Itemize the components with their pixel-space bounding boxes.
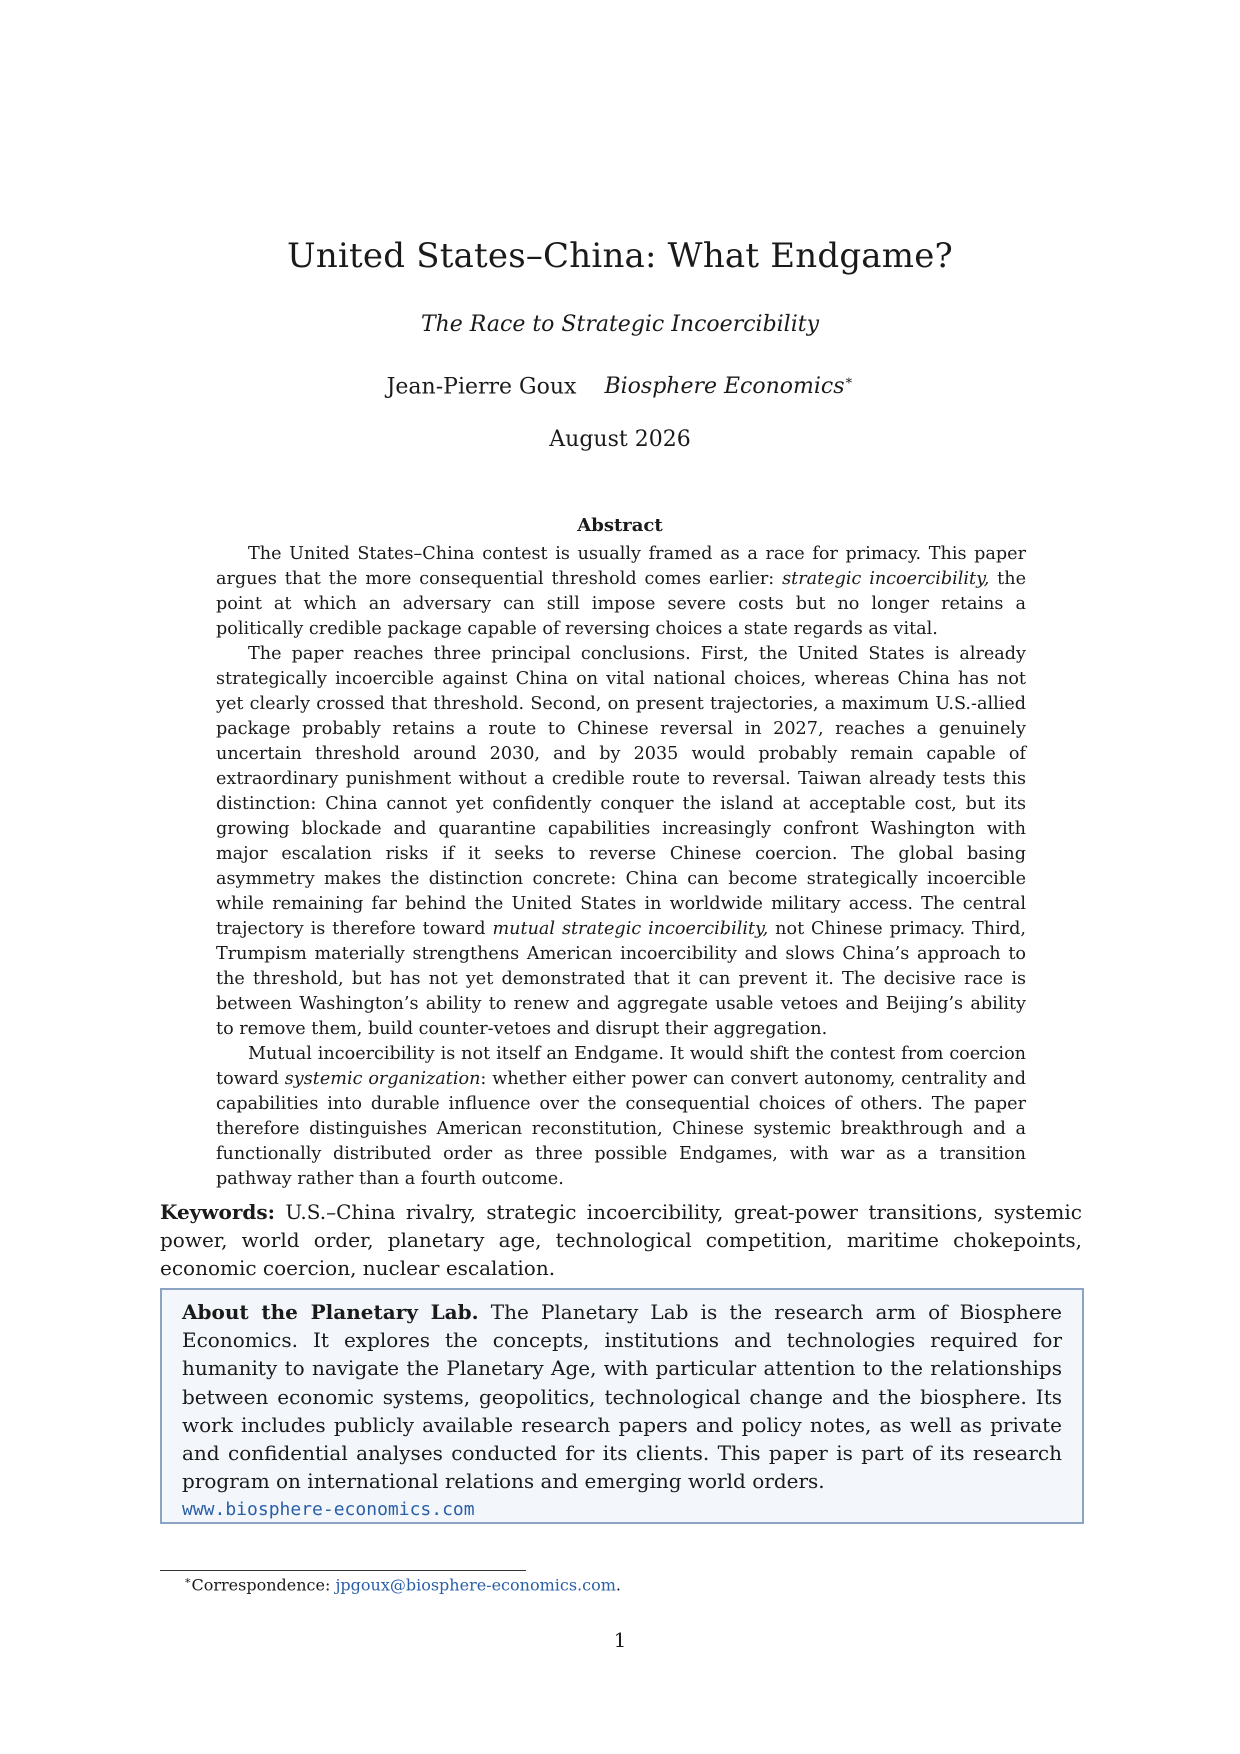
keywords xyxy=(160,1198,1082,1282)
about-text: The Planetary Lab is the research arm of Biosphere Economics. It explores the concepts, institutions and technologies required for humanity to navigate the Planetary Age, with particular attention to the relationships between economic systems, geopolitics, technological change and the biosphere. Its work includes publicly available research papers and policy notes, as well as private and confidential analyses conducted for its clients. This paper is part of its research program on international relations and emerging world orders. xyxy=(182,1300,1062,1494)
abstract-paragraph-3 xyxy=(216,1042,1026,1192)
about-url-link[interactable]: www.biosphere-economics.com xyxy=(182,1499,475,1521)
about-box xyxy=(160,1288,1084,1524)
abstract-paragraph-1 xyxy=(216,542,1026,642)
footnote-rule xyxy=(160,1570,526,1571)
paper-subtitle: The Race to Strategic Incoercibility xyxy=(420,312,820,337)
abstract-p2-emphasis: mutual strategic incoercibility, xyxy=(492,919,769,939)
footnote-label: Correspondence: xyxy=(191,1575,336,1595)
keywords-label: Keywords: xyxy=(160,1200,276,1224)
abstract-heading: Abstract xyxy=(577,515,663,536)
abstract-p1-text-b: the point at which an adversary can still impose severe costs but no longer retains a politically credible package capable of reversing choices a state regards as vital. xyxy=(216,569,1026,639)
abstract-p1-emphasis: strategic incoercibility, xyxy=(782,569,990,589)
abstract-p2-text-b: not Chinese primacy. Third, Trumpism materially strengthens American incoercibility and slows China’s approach to the threshold, but has not yet demonstrated that it can prevent it. The decisive race is between Washington’s ability to renew and aggregate usable vetoes and Beijing’s ability to remove them, build counter-vetoes and disrupt their aggregation. xyxy=(216,919,1026,1039)
correspondence-email-link[interactable]: jpgoux@biosphere-economics.com xyxy=(335,1575,616,1595)
page-number: 1 xyxy=(613,1628,627,1652)
abstract-p2-text-a: The paper reaches three principal conclusions. First, the United States is already strategically incoercible against China on vital national choices, whereas China has not yet clearly crossed that threshold. Second, on present trajectories, a maximum U.S.-allied package probably retains a route to Chinese reversal in 2027, reaches a genuinely uncertain threshold around 2030, and by 2035 would probably remain capable of extraordinary punishment without a credible route to reversal. Taiwan already tests this distinction: China cannot yet confidently conquer the island at acceptable cost, but its growing blockade and quarantine capabilities increasingly confront Washington with major escalation risks if it seeks to reverse Chinese coercion. The global basing asymmetry makes the distinction concrete: China can become strategically incoercible while remaining far behind the United States in worldwide military access. The central trajectory is therefore toward xyxy=(216,644,1026,939)
affiliation-footnote-mark[interactable]: ∗ xyxy=(844,374,854,389)
abstract-p3-text-a: Mutual incoercibility is not itself an Endgame. It would shift the contest from coercion toward xyxy=(216,1044,1026,1089)
author-name: Jean-Pierre Goux xyxy=(386,374,577,400)
author-affiliation xyxy=(604,374,853,399)
abstract-p3-emphasis: systemic organization xyxy=(284,1069,481,1089)
abstract-paragraph-2 xyxy=(216,642,1026,1042)
affiliation-name: Biosphere Economics xyxy=(604,374,845,400)
footnote-end: . xyxy=(615,1575,621,1595)
abstract-p1-text-a: The United States–China contest is usually framed as a race for primacy. This paper argues that the more consequential threshold comes earlier: xyxy=(216,544,1026,589)
about-title: About the Planetary Lab. xyxy=(182,1300,479,1324)
keywords-text: U.S.–China rivalry, strategic incoercibility, great-power transitions, systemic power, world order, planetary age, technological competition, maritime chokepoints, economic coercion, nuclear escalation. xyxy=(160,1200,1082,1280)
author-line xyxy=(0,374,1240,399)
footnote xyxy=(184,1574,621,1594)
footnote-mark: ∗ xyxy=(184,1574,192,1587)
abstract-p3-text-b: : whether either power can convert autonomy, centrality and capabilities into durable influence over the consequential choices of others. The paper therefore distinguishes American reconstitution, Chinese systemic breakthrough and a functionally distributed order as three possible Endgames, with war as a transition pathway rather than a fourth outcome. xyxy=(216,1069,1027,1189)
abstract-body xyxy=(216,542,1026,1192)
paper-date: August 2026 xyxy=(549,427,691,452)
about-paragraph xyxy=(182,1298,1062,1495)
paper-title: United States–China: What Endgame? xyxy=(287,236,953,276)
